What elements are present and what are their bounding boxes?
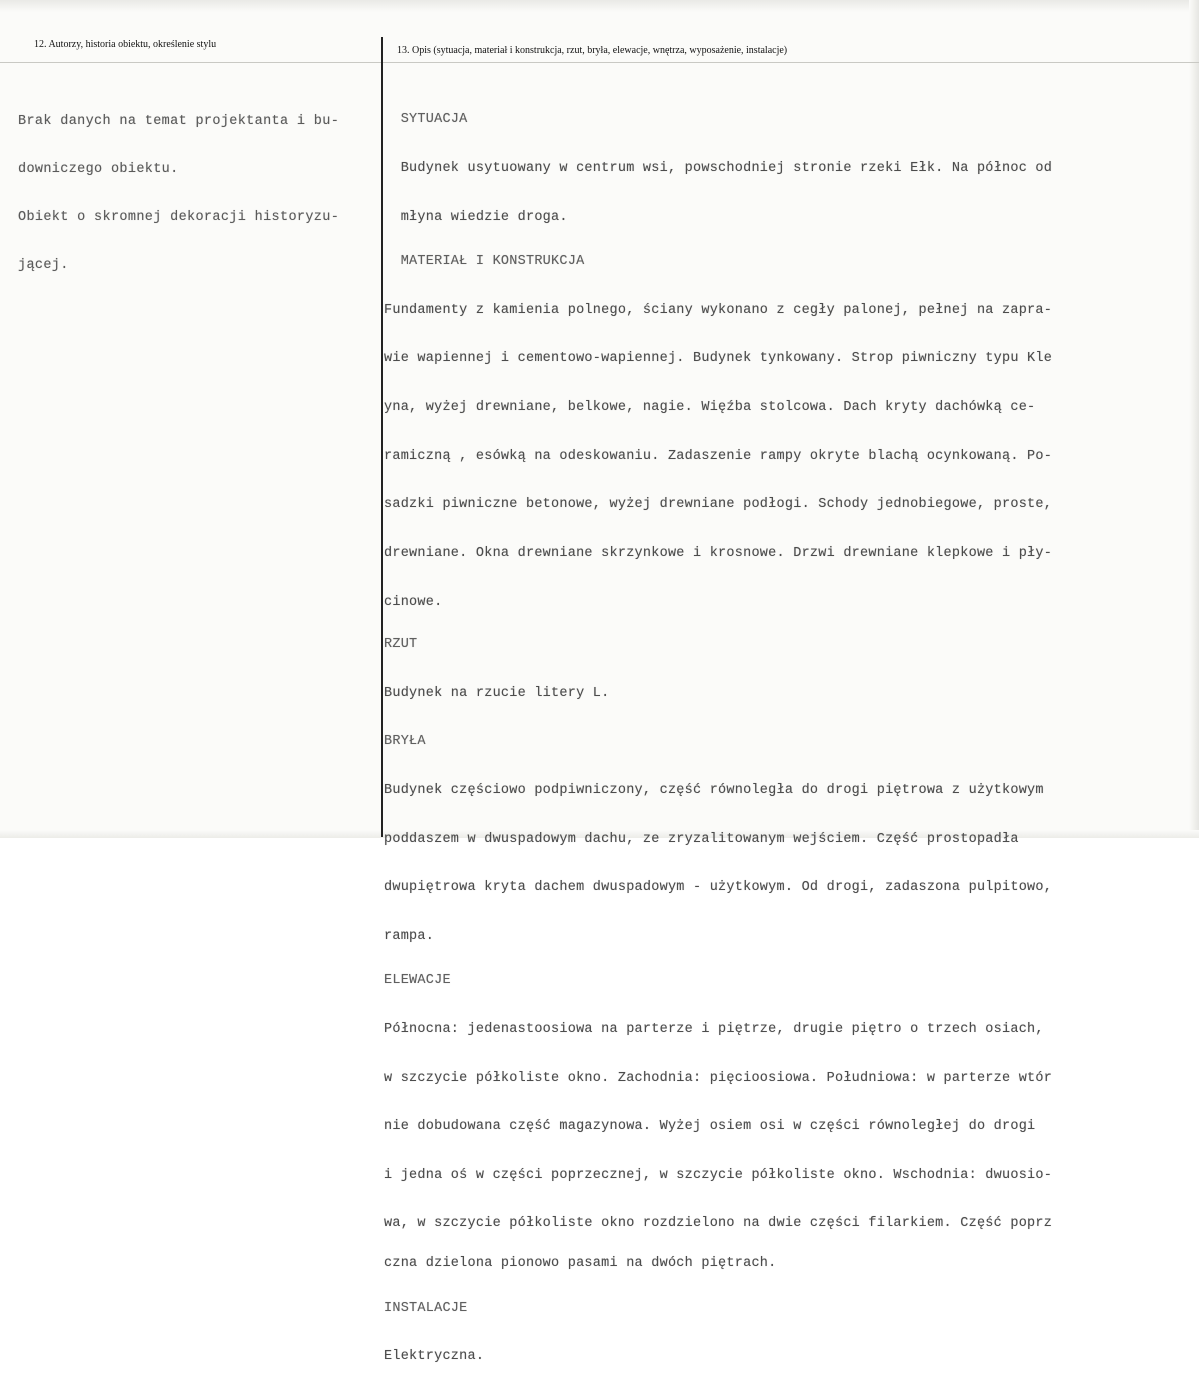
text-line: poddaszem w dwuspadowym dachu, ze zryzalitowanym wejściem. Część prostopadła bbox=[384, 831, 1019, 847]
text-line: Budynek usytuowany w centrum wsi, powschodniej stronie rzeki Ełk. Na północ od bbox=[384, 161, 1053, 177]
text-line: ramiczną , esówką na odeskowaniu. Zadaszenie rampy okryte blachą ocynkowaną. Po- bbox=[384, 448, 1053, 464]
description-text bbox=[384, 80, 1199, 1398]
text-line: drewniane. Okna drewniane skrzynkowe i krosnowe. Drzwi drewniane klepkowe i pły- bbox=[384, 545, 1053, 561]
section-heading-sytuacja: SYTUACJA bbox=[384, 112, 468, 128]
text-line: Brak danych na temat projektanta i bu- bbox=[18, 114, 340, 129]
text-line: jącej. bbox=[18, 258, 69, 273]
text-line: Budynek częściowo podpiwniczony, część równoległa do drogi piętrowa z użytkowym bbox=[384, 782, 1044, 798]
section-heading-rzut: RZUT bbox=[384, 637, 418, 653]
section-heading-bryla: BRYŁA bbox=[384, 734, 426, 750]
column-divider bbox=[381, 37, 383, 837]
text-line: cinowe. bbox=[384, 594, 443, 610]
text-line: czna dzielona pionowo pasami na dwóch piętrach. bbox=[384, 1256, 777, 1272]
text-line: wie wapiennej i cementowo-wapiennej. Budynek tynkowany. Strop piwniczny typu Kle bbox=[384, 351, 1053, 367]
text-line: wa, w szczycie półkoliste okno rozdzielono na dwie części filarkiem. Część poprz bbox=[384, 1216, 1053, 1232]
text-line: nie dobudowana część magazynowa. Wyżej osiem osi w części równoległej do drogi bbox=[384, 1119, 1036, 1135]
header-rule bbox=[0, 62, 1199, 63]
text-line: młyna wiedzie droga. bbox=[384, 209, 568, 225]
text-line: sadzki piwniczne betonowe, wyżej drewniane podłogi. Schody jednobiegowe, proste, bbox=[384, 497, 1053, 513]
field-13-caption: 13. Opis (sytuacja, materiał i konstrukcja, rzut, bryła, elewacje, wnętrza, wyposażenie, instalacje) bbox=[397, 45, 788, 56]
authors-history-style-text bbox=[18, 82, 339, 306]
text-line: Elektryczna. bbox=[384, 1349, 485, 1365]
section-heading-instalacje: INSTALACJE bbox=[384, 1300, 468, 1316]
text-line: downiczego obiektu. bbox=[18, 162, 179, 177]
paper-edge-top bbox=[0, 0, 1199, 12]
text-line: Północna: jedenastoosiowa na parterze i piętrze, drugie piętro o trzech osiach, bbox=[384, 1021, 1044, 1037]
text-line: yna, wyżej drewniane, belkowe, nagie. Więźba stolcowa. Dach kryty dachówką ce- bbox=[384, 400, 1036, 416]
text-line: rampa. bbox=[384, 928, 435, 944]
section-heading-elewacje: ELEWACJE bbox=[384, 973, 451, 989]
section-heading-material: MATERIAŁ I KONSTRUKCJA bbox=[384, 254, 585, 270]
text-line: i jedna oś w części poprzecznej, w szczycie półkoliste okno. Wschodnia: dwuosio- bbox=[384, 1167, 1053, 1183]
text-line: dwupiętrowa kryta dachem dwuspadowym - użytkowym. Od drogi, zadaszona pulpitowo, bbox=[384, 880, 1053, 896]
text-line: w szczycie półkoliste okno. Zachodnia: pięcioosiowa. Południowa: w parterze wtór bbox=[384, 1070, 1053, 1086]
field-12-caption: 12. Autorzy, historia obiektu, określenie stylu bbox=[34, 39, 217, 50]
text-line: Obiekt o skromnej dekoracji historyzu- bbox=[18, 210, 340, 225]
text-line: Budynek na rzucie litery L. bbox=[384, 685, 610, 701]
text-line: Fundamenty z kamienia polnego, ściany wykonano z cegły palonej, pełnej na zapra- bbox=[384, 302, 1053, 318]
